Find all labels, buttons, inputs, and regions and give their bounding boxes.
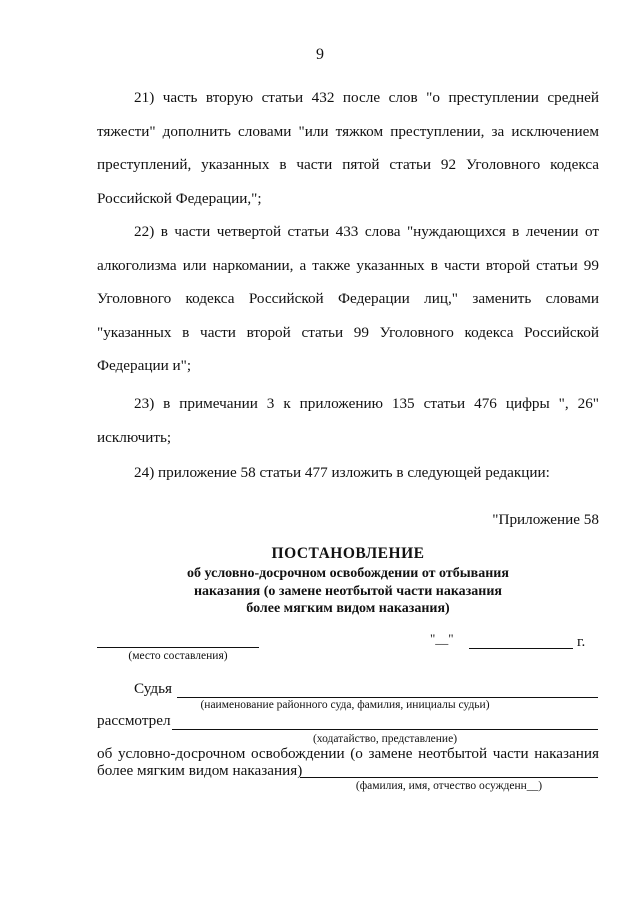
convict-blank-line xyxy=(300,777,598,778)
form-subtitle-line: об условно-досрочном освобождении от отбывания xyxy=(187,566,509,581)
considered-blank-line xyxy=(172,729,598,730)
judge-blank-line xyxy=(177,697,598,698)
paragraph-22 xyxy=(97,215,599,383)
appendix-reference: "Приложение 58 xyxy=(492,511,599,528)
place-blank-line xyxy=(97,647,259,648)
judge-hint: (наименование районного суда, фамилия, инициалы судьи) xyxy=(200,699,490,711)
release-line-2: более мягким видом наказания) xyxy=(97,762,303,779)
paragraph-22-text: 22) в части четвертой статьи 433 слова "нуждающихся в лечении от алкоголизма или наркомании, а также указанных в части второй статьи 99 Уголовного кодекса Российской Федерации лиц," заменить словами "указанных в части второй статьи 99 Уголовного кодекса Российской Федерации и"; xyxy=(97,223,599,374)
paragraph-24-text: 24) приложение 58 статьи 477 изложить в следующей редакции: xyxy=(134,464,550,481)
page-number: 9 xyxy=(316,46,324,63)
considered-label: рассмотрел xyxy=(97,712,171,729)
date-year-suffix: г. xyxy=(577,633,586,650)
paragraph-21-text: 21) часть вторую статьи 432 после слов "о преступлении средней тяжести" дополнить словами "или тяжком преступлении, за исключением преступлений, указанных в части пятой статьи 92 Уголовного кодекса Российской Федерации,"; xyxy=(97,89,599,207)
judge-label: Судья xyxy=(134,680,173,697)
place-hint: (место составления) xyxy=(128,650,228,662)
date-month-line xyxy=(469,648,573,649)
date-day-quote: "__" xyxy=(430,631,454,646)
paragraph-24 xyxy=(97,456,599,490)
form-title: ПОСТАНОВЛЕНИЕ xyxy=(271,545,425,562)
paragraph-23 xyxy=(97,387,599,454)
convict-hint: (фамилия, имя, отчество осужденн__) xyxy=(355,780,543,792)
paragraph-23-text: 23) в примечании 3 к приложению 135 статьи 476 цифры ", 26" исключить; xyxy=(97,395,599,446)
release-line-1: об условно-досрочном освобождении (о замене неотбытой части наказания xyxy=(97,745,599,762)
form-subtitle-line: более мягким видом наказания) xyxy=(246,601,450,616)
form-subtitle xyxy=(0,565,640,618)
form-subtitle-line: наказания (о замене неотбытой части наказания xyxy=(193,583,503,599)
paragraph-21 xyxy=(97,81,599,215)
considered-hint: (ходатайство, представление) xyxy=(312,733,458,745)
